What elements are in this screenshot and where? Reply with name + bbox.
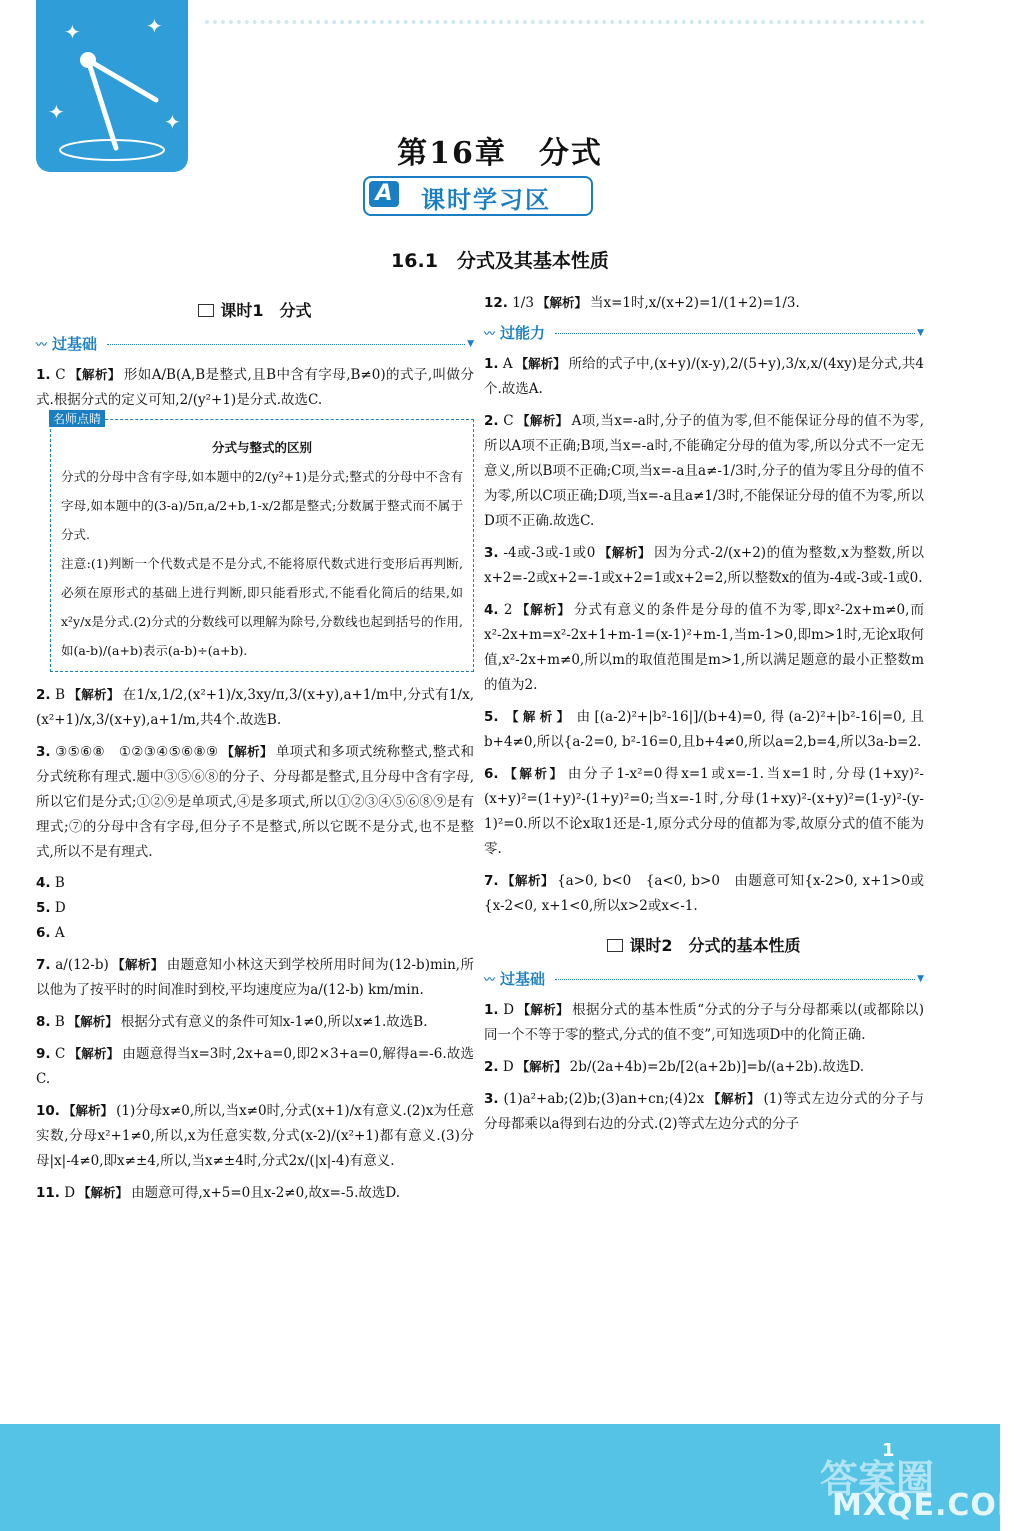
answer-item: 1. A 【解析】 所给的式子中,(x+y)/(x-y),2/(5+y),3/x,x/(4xy)是分式,共4个.故选A. [484,356,924,397]
triangle-down-icon: ▼ [467,338,474,349]
answer-item: 7. 【解析】 {a>0, b<0 {a<0, b>0 由题意可知{x-2>0, x+1>0或{x-2<0, x+1<0,所以x>2或x<-1. [484,873,924,914]
answer-item: 7. a/(12-b) 【解析】 由题意知小林这天到学校所用时间为(12-b)min,所以他为了按平时的时间准时到校,平均速度应为a/(12-b) km/min. [36,957,474,998]
answer-item: 11. D 【解析】 由题意可得,x+5=0且x-2≠0,故x=-5.故选D. [36,1185,400,1201]
tip-paragraph: 分式的分母中含有字母,如本题中的2/(y²+1)是分式;整式的分母中不含有字母,如本题中的(3-a)/5π,a/2+b,1-x/2都是整式;分数属于整式而不属于分式. [61,469,463,542]
screen-icon [198,304,214,317]
answer-item: 5. D [36,900,66,916]
tip-label: 名师点睛 [49,410,105,427]
answer-item: 3. -4或-3或-1或0 【解析】 因为分式-2/(x+2)的值为整数,x为整数,所以x+2=-2或x+2=-1或x+2=1或x+2=2,所以整数x的值为-4或-3或-1或0. [484,545,924,586]
zone-title: 课时学习区 [421,186,551,214]
triangle-down-icon: ▼ [917,973,924,984]
chapter-title: 第16章 分式 [397,136,603,171]
wave-icon: 〰 [484,326,495,340]
lesson-heading: 课时2 分式的基本性质 [484,933,924,956]
watermark-text: MXQE.COM [832,1488,1028,1523]
answer-item: 12. 1/3 【解析】 当x=1时,x/(x+2)=1/(1+2)=1/3. [484,295,800,311]
answer-item: 3. ③⑤⑥⑧ ①②③④⑤⑥⑧⑨ 【解析】 单项式和多项式统称整式,整式和分式统称有理式.题中③⑤⑥⑧的分子、分母都是整式,且分母中含有字母,所以它们是分式;①②⑨是单项式,④是多项式,所以①②③④⑤⑥⑧⑨是有理式;⑦的分母中含有字母,但分子不是整式,所以它既不是分式,也不是整式,所以不是有理式. [36,744,474,860]
zone-letter-badge: A [369,181,399,207]
lesson-heading: 课时1 分式 [36,298,474,321]
answer-item: 6. 【解析】 由分子1-x²=0得x=1或x=-1.当x=1时,分母(1+xy)²-(x+y)²=(1+y)²-(1+y)²=0;当x=-1时,分母(1+xy)²-(x+y)²=(1-y)²-(y-1)²=0.所以不论x取1还是-1,原分式分母的值都为零,故原分式的值不能为零. [484,766,924,857]
star-icon: ✦ [64,20,81,44]
tip-paragraph: 注意:(1)判断一个代数式是不是分式,不能将原代数式进行变形后再判断,必须在原形式的基础上进行判断,即只能看形式,不能看化简后的结果,如x²y/x是分式.(2)分式的分数线可以理解为除号,分数线也起到括号的作用,如(a-b)/(a+b)表示(a-b)÷(a+b). [61,556,463,658]
answer-item: 1. D 【解析】 根据分式的基本性质“分式的分子与分母都乘以(或都除以)同一个不等于零的整式,分式的值不变”,可知选项D中的化简正确. [484,1002,924,1043]
star-icon: ✦ [48,100,65,124]
tip-title: 分式与整式的区别 [211,440,312,455]
answer-item: 2. C 【解析】 A项,当x=-a时,分子的值为零,但不能保证分母的值不为零,所以A项不正确;B项,当x=-a时,不能确定分母的值为零,所以分式不一定无意义,所以B项不正确;C项,当x=-a且a≠-1/3时,分子的值为零且分母的值不为零,所以C项正确;D项,当x=-a且a≠1/3时,不能保证分母的值不为零,所以D项不正确.故选C. [484,413,924,529]
answer-item: 8. B 【解析】 根据分式有意义的条件可知x-1≠0,所以x≠1.故选B. [36,1014,428,1030]
section-bar: 〰 过基础 ▼ [36,335,474,353]
left-column [36,290,474,1212]
section-title: 16.1 分式及其基本性质 [391,250,609,272]
wave-icon: 〰 [484,972,495,986]
answer-item: 3. (1)a²+ab;(2)b;(3)an+cn;(4)2x 【解析】 (1)等式左边分式的分子与分母都乘以a得到右边的分式.(2)等式左边分式的分子 [484,1091,924,1132]
answer-item: 2. D 【解析】 2b/(2a+4b)=2b/[2(a+2b)]=b/(a+2b).故选D. [484,1059,865,1075]
top-dotted-rule [205,20,925,32]
section-bar: 〰 过能力 ▼ [484,324,924,342]
answer-item: 2. B 【解析】 在1/x,1/2,(x²+1)/x,3xy/π,3/(x+y),a+1/m中,分式有1/x,(x²+1)/x,3/(x+y),a+1/m,共4个.故选B. [36,687,474,728]
page-number: 1 [882,1440,895,1461]
watermark-logo: 答案圈 [820,1457,935,1501]
wave-icon: 〰 [36,337,47,351]
star-icon: ✦ [146,14,163,38]
answer-item: 4. 2 【解析】 分式有意义的条件是分母的值不为零,即x²-2x+m≠0,而x²-2x+m=x²-2x+1+m-1=(x-1)²+m-1,当m-1>0,即m>1时,无论x取何值,x²-2x+m≠0,所以m的取值范围是m>1,所以满足题意的最小正整数m的值为2. [484,602,924,693]
answer-item: 6. A [36,925,65,941]
answer-item: 10. 【解析】 (1)分母x≠0,所以,当x≠0时,分式(x+1)/x有意义.(2)x为任意实数,分母x²+1≠0,所以,x为任意实数,分式(x-2)/(x²+1)都有意义.(3)分母|x|-4≠0,即x≠±4,所以,当x≠±4时,分式2x/(|x|-4)有意义. [36,1103,474,1169]
teacher-tip-box [50,412,474,672]
section-bar: 〰 过基础 ▼ [484,970,924,988]
zone-banner [363,176,593,216]
right-column [484,290,924,1143]
triangle-down-icon: ▼ [917,327,924,338]
screen-icon [607,939,623,952]
answer-item: 5. 【解析】 由[(a-2)²+|b²-16|]/(b+4)=0,得(a-2)²+|b²-16|=0,且b+4≠0,所以{a-2=0, b²-16=0,且b+4≠0,所以a=2,b=4,所以3a-b=2. [484,709,924,750]
answer-item: 4. B [36,875,65,891]
answer-item: 1. C 【解析】 形如A/B(A,B是整式,且B中含有字母,B≠0)的式子,叫做分式.根据分式的定义可知,2/(y²+1)是分式.故选C. [36,367,474,408]
star-icon: ✦ [164,110,181,134]
answer-item: 9. C 【解析】 由题意得当x=3时,2x+a=0,即2×3+a=0,解得a=-6.故选C. [36,1046,474,1087]
